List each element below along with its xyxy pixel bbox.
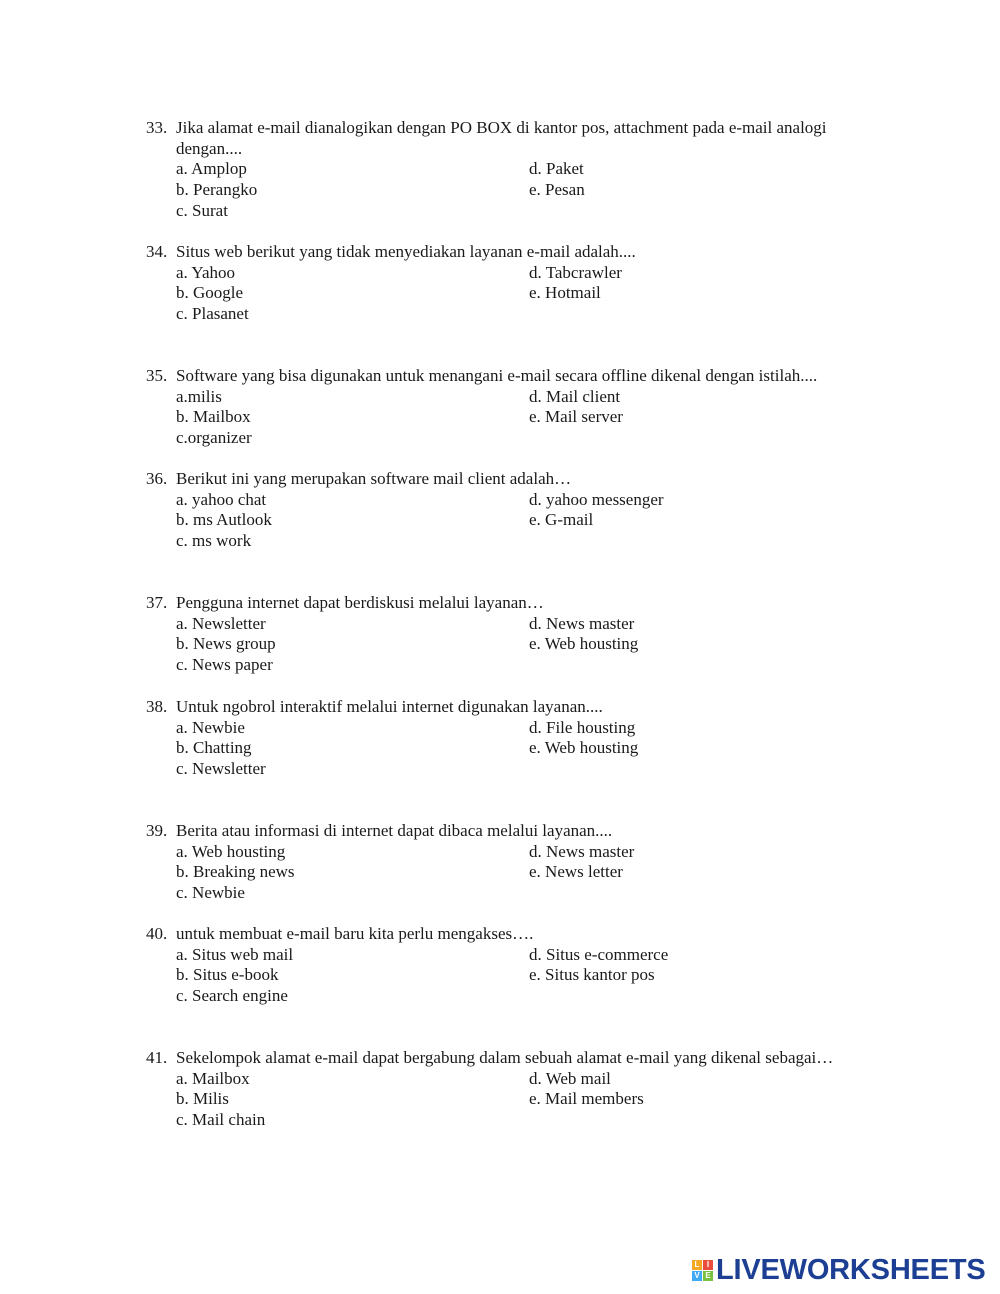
option-d[interactable]: d. News master [529,841,635,861]
option-d[interactable]: d. Situs e-commerce [529,944,669,964]
question-41 [146,1048,886,1131]
option-b[interactable]: b. Mailbox [176,407,251,427]
option-c[interactable]: c. Plasanet [176,304,249,324]
option-a[interactable]: a. Yahoo [176,262,236,282]
option-c[interactable]: c.organizer [176,428,252,448]
option-b[interactable]: b. News group [176,634,276,654]
option-e[interactable]: e. Situs kantor pos [529,965,655,985]
option-a[interactable]: a. yahoo chat [176,489,267,509]
question-40 [146,924,886,1007]
option-e[interactable]: e. Web housting [529,738,639,758]
option-a[interactable]: a.milis [176,386,222,406]
question-text: Software yang bisa digunakan untuk menangani e-mail secara offline dikenal dengan istilah.... [176,366,818,385]
option-e[interactable]: e. Pesan [529,180,585,200]
logo-letter: I [703,1260,713,1270]
logo-text: LIVEWORKSHEETS [716,1253,986,1286]
option-e[interactable]: e. Mail members [529,1089,644,1109]
option-c[interactable]: c. Surat [176,200,228,220]
logo-letter: E [703,1271,713,1281]
option-e[interactable]: e. Mail server [529,407,623,427]
question-text: Situs web berikut yang tidak menyediakan layanan e-mail adalah.... [176,242,636,261]
question-number: 40. [146,924,168,943]
option-b[interactable]: b. Milis [176,1089,229,1109]
option-e[interactable]: e. Web housting [529,634,639,654]
option-d[interactable]: d. Mail client [529,386,621,406]
question-number: 38. [146,697,168,716]
question-number: 36. [146,469,168,488]
option-b[interactable]: b. Breaking news [176,862,295,882]
question-38 [146,697,886,780]
option-a[interactable]: a. Amplop [176,159,247,179]
option-e[interactable]: e. G-mail [529,510,594,530]
question-33 [146,118,886,221]
option-e[interactable]: e. Hotmail [529,283,601,303]
liveworksheets-logo [692,1255,986,1285]
question-number: 37. [146,593,168,612]
question-text: Jika alamat e-mail dianalogikan dengan PO BOX di kantor pos, attachment pada e-mail analogi dengan.... [176,118,827,158]
option-b[interactable]: b. Situs e-book [176,965,279,985]
question-37 [146,593,886,676]
question-number: 39. [146,821,168,840]
option-a[interactable]: a. Situs web mail [176,944,294,964]
question-text: Sekelompok alamat e-mail dapat bergabung dalam sebuah alamat e-mail yang dikenal sebagai… [176,1048,834,1067]
option-d[interactable]: d. News master [529,613,635,633]
question-36 [146,469,886,552]
question-number: 33. [146,118,168,137]
option-c[interactable]: c. ms work [176,531,252,551]
option-d[interactable]: d. yahoo messenger [529,489,664,509]
option-b[interactable]: b. Chatting [176,738,252,758]
logo-letter: L [692,1260,702,1270]
liveworksheets-logo-icon [692,1260,713,1281]
question-text: Pengguna internet dapat berdiskusi melalui layanan… [176,593,544,612]
option-a[interactable]: a. Newsletter [176,613,266,633]
option-b[interactable]: b. Google [176,283,244,303]
option-c[interactable]: c. Newsletter [176,759,266,779]
option-c[interactable]: c. Newbie [176,883,245,903]
question-number: 34. [146,242,168,261]
option-d[interactable]: d. File housting [529,717,636,737]
option-a[interactable]: a. Mailbox [176,1068,250,1088]
option-d[interactable]: d. Paket [529,159,584,179]
option-b[interactable]: b. ms Autlook [176,510,272,530]
option-c[interactable]: c. Search engine [176,986,288,1006]
option-c[interactable]: c. Mail chain [176,1110,266,1130]
logo-letter: V [692,1271,702,1281]
question-text: Berikut ini yang merupakan software mail client adalah… [176,469,572,488]
option-e[interactable]: e. News letter [529,862,623,882]
question-text: untuk membuat e-mail baru kita perlu mengakses…. [176,924,534,943]
question-34 [146,242,886,325]
option-d[interactable]: d. Tabcrawler [529,262,622,282]
question-text: Untuk ngobrol interaktif melalui internet digunakan layanan.... [176,697,603,716]
question-number: 35. [146,366,168,385]
option-d[interactable]: d. Web mail [529,1068,611,1088]
question-35 [146,366,886,449]
question-text: Berita atau informasi di internet dapat dibaca melalui layanan.... [176,821,613,840]
question-number: 41. [146,1048,168,1067]
question-39 [146,821,886,904]
option-a[interactable]: a. Web housting [176,841,286,861]
option-b[interactable]: b. Perangko [176,180,258,200]
option-c[interactable]: c. News paper [176,655,273,675]
option-a[interactable]: a. Newbie [176,717,245,737]
